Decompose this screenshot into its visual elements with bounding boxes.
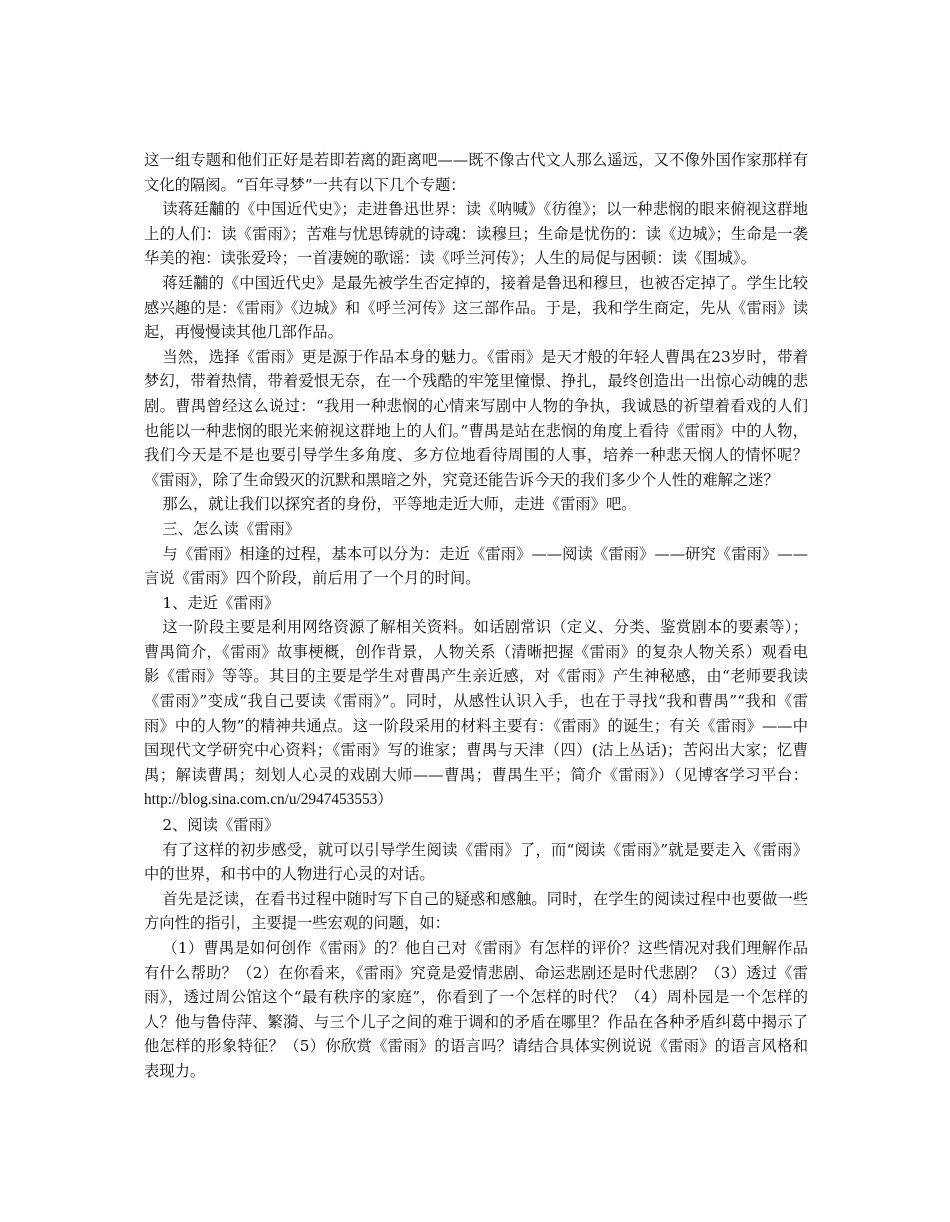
section-heading-how-to-read: 三、怎么读《雷雨》 xyxy=(162,519,301,538)
paragraph-intro: 这一组专题和他们正好是若即若离的距离吧——既不像古代文人那么遥远，又不像外国作家那样有文化的隔阂。“百年寻梦”一共有以下几个专题： xyxy=(144,151,808,194)
paragraph-extensive-reading: 首先是泛读，在看书过程中随时写下自己的疑惑和感触。同时，在学生的阅读过程中也要做一些方向性的指引，主要提一些宏观的问题，如： xyxy=(144,889,808,933)
subheading-reading: 2、阅读《雷雨》 xyxy=(162,816,280,835)
paragraph-stages: 与《雷雨》相逢的过程，基本可以分为：走近《雷雨》——阅读《雷雨》——研究《雷雨》——言说《雷雨》四个阶段，前后用了一个月的时间。 xyxy=(144,544,808,588)
approach-close: ） xyxy=(377,790,393,809)
paragraph-approach-materials xyxy=(144,615,808,813)
paragraph-selection: 蒋廷黼的《中国近代史》是最先被学生否定掉的，接着是鲁迅和穆旦，也被否定掉了。学生比较感兴趣的是：《雷雨》《边城》和《呼兰河传》这三部作品。于是，我和学生商定，先从《雷雨》读起，再慢慢读其他几部作品。 xyxy=(144,273,808,342)
document-page xyxy=(144,148,808,1084)
paragraph-guided-reading: 有了这样的初步感受，就可以引导学生阅读《雷雨》了，而“阅读《雷雨》”就是要走入《雷雨》中的世界，和书中的人物进行心灵的对话。 xyxy=(144,840,808,884)
paragraph-invitation: 那么，就让我们以探究者的身份，平等地走近大师，走进《雷雨》吧。 xyxy=(162,495,637,514)
subheading-approach: 1、走近《雷雨》 xyxy=(162,593,280,612)
approach-text: 这一阶段主要是利用网络资源了解相关资料。如话剧常识（定义、分类、鉴赏剧本的要素等）；曹禺简介，《雷雨》故事梗概，创作背景，人物关系（清晰把握《雷雨》的复杂人物关系）观看电影《雷雨》等等。其目的主要是学生对曹禺产生亲近感，对《雷雨》产生神秘感，由“老师要我读《雷雨》”变成“我自己要读《雷雨》”。同时，从感性认识入手，也在于寻找“我和曹禺”“我和《雷雨》中的人物”的精神共通点。这一阶段采用的材料主要有：《雷雨》的诞生；有关《雷雨》——中国现代文学研究中心资料；《雷雨》写的谁家；曹禺与天津（四）(沽上丛话)；苦闷出大家；忆曹禺；解读曹禺；刻划人心灵的戏剧大师——曹禺；曹禺生平；简介《雷雨》）（见博客学习平台： xyxy=(144,618,808,784)
paragraph-topics: 读蒋廷黼的《中国近代史》；走进鲁迅世界：读《呐喊》《彷徨》；以一种悲悯的眼来俯视这群地上的人们：读《雷雨》；苦难与忧思铸就的诗魂：读穆旦；生命是忧伤的：读《边城》；生命是一袭华美的袍：读张爱玲；一首凄婉的歌谣：读《呼兰河传》；人生的局促与困顿：读《围城》。 xyxy=(144,200,808,268)
paragraph-questions: （1）曹禺是如何创作《雷雨》的？他自己对《雷雨》有怎样的评价？这些情况对我们理解作品有什么帮助？（2）在你看来，《雷雨》究竟是爱情悲剧、命运悲剧还是时代悲剧？（3）透过《雷雨》，透过周公馆这个“最有秩序的家庭”，你看到了一个怎样的时代？（4）周朴园是一个怎样的人？他与鲁侍萍、繁漪、与三个儿子之间的难于调和的矛盾在哪里？作品在各种矛盾纠葛中揭示了他怎样的形象特征？（5）你欣赏《雷雨》的语言吗？请结合具体实例说说《雷雨》的语言风格和表现力。 xyxy=(144,939,808,1080)
blog-link[interactable]: http://blog.sina.com.cn/u/2947453553 xyxy=(144,791,378,809)
paragraph-charm: 当然，选择《雷雨》更是源于作品本身的魅力。《雷雨》是天才般的年轻人曹禺在23岁时，带着梦幻，带着热情，带着爱恨无奈，在一个残酷的牢笼里憧憬、挣扎，最终创造出一出惊心动魄的悲剧。曹禺曾经这么说过：“我用一种悲悯的心情来写剧中人物的争执，我诚恳的祈望着看戏的人们也能以一种悲悯的眼光来俯视这群地上的人们。”曹禺是站在悲悯的角度上看待《雷雨》中的人物，我们今天是不是也要引导学生多角度、多方位地看待周围的人事，培养一种悲天悯人的情怀呢？《雷雨》，除了生命毁灭的沉默和黑暗之外，究竟还能告诉今天的我们多少个人性的难解之迷？ xyxy=(144,347,808,489)
